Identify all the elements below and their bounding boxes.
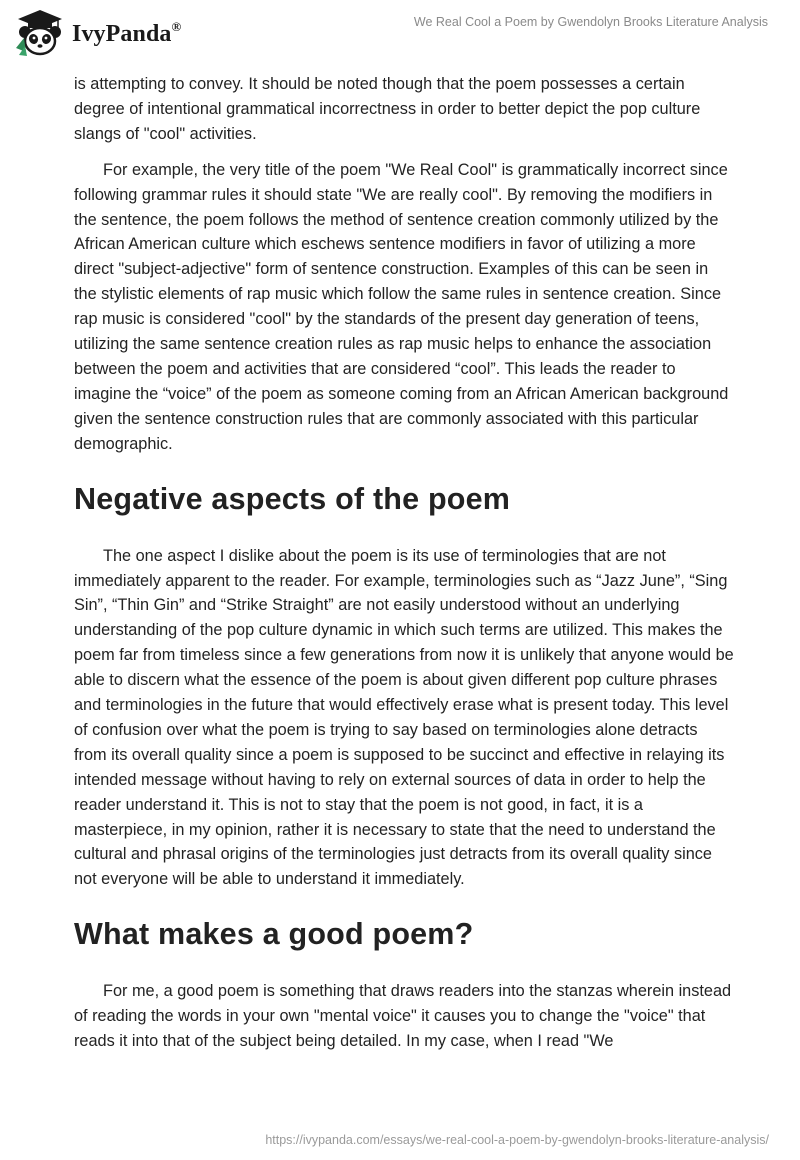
- essay-body: [74, 72, 734, 1054]
- panda-graduate-icon: [14, 8, 66, 58]
- document-title: We Real Cool a Poem by Gwendolyn Brooks Literature Analysis: [413, 15, 768, 29]
- page-header: [0, 0, 800, 68]
- good-poem-heading: What makes a good poem?: [74, 917, 474, 952]
- negative-aspects-heading: Negative aspects of the poem: [74, 481, 511, 516]
- brand-name: IvyPanda®: [72, 18, 182, 47]
- intro-paragraph: is attempting to convey. It should be noted though that the poem possesses a certain degree of intentional grammatical incorrectness in order to better depict the pop culture slangs of "cool" activities.: [74, 75, 701, 143]
- good-poem-paragraph: For me, a good poem is something that draws readers into the stanzas wherein instead of reading the words in your own "mental voice" it causes you to change the "voice" that reads it into that of the subject being detailed. In my case, when I read "We: [74, 982, 732, 1051]
- ivypanda-logo[interactable]: [14, 8, 181, 58]
- negative-aspects-paragraph: The one aspect I dislike about the poem is its use of terminologies that are not immediately apparent to the reader. For example, terminologies such as “Jazz June”, “Sing Sin”, “Thin Gin” and “Strike Straight” are not easily understood without an underlying understanding of the pop culture dynamic in which such terms are utilized. This makes the poem far from timeless since a few generations from now it is unlikely that anyone would be able to discern what the essence of the poem is about given different pop culture phrases and terminologies in the future that would effectively erase what is present today. This level of confusion over what the poem is trying to say based on terminologies alone detracts from its overall quality since a poem is supposed to be succinct and effective in relaying its intended message without having to rely on external sources of data in order to help the reader understand it. This is not to stay that the poem is not good, in fact, it is a masterpiece, in my opinion, rather it is necessary to state that the need to understand the cultural and phrasal origins of the terminologies just detracts from its overall quality since not everyone will be able to understand it immediately.: [74, 546, 734, 889]
- source-url[interactable]: https://ivypanda.com/essays/we-real-cool-a-poem-by-gwendolyn-brooks-literature-analysis/: [265, 1133, 769, 1147]
- example-paragraph: For example, the very title of the poem "We Real Cool" is grammatically incorrect since following grammar rules it should state "We are really cool". By removing the modifiers in the sentence, the poem follows the method of sentence creation commonly utilized by the African American culture which eschews sentence modifiers in favor of utilizing a more direct "subject-adjective" form of sentence construction. Examples of this can be seen in the stylistic elements of rap music which follow the same rules in sentence creation. Since rap music is considered "cool" by the standards of the present day generation of teens, utilizing the same sentence creation rules as rap music helps to enhance the association between the poem and activities that are considered “cool”. This leads the reader to imagine the “voice” of the poem as someone coming from an African American background given the sentence construction rules that are commonly associated with this particular demographic.: [74, 160, 729, 453]
